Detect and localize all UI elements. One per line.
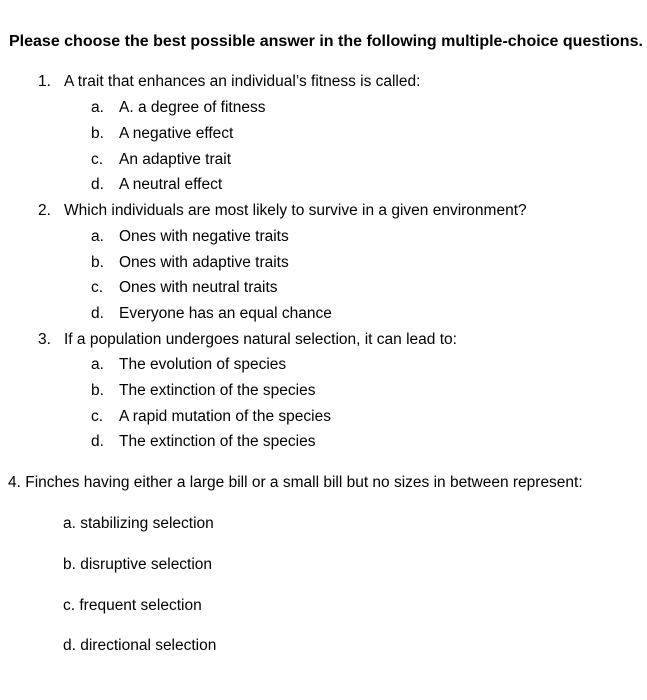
option-4b [63,555,212,575]
option-text: c. frequent selection [63,597,202,614]
option-letter: d. [91,305,104,322]
option-1a [91,98,265,118]
page-heading: Please choose the best possible answer in the following multiple-choice questions. [9,33,643,50]
question-1 [38,72,420,92]
option-text: Ones with adaptive traits [119,254,289,271]
question-number: 2. [38,202,51,219]
option-text: A rapid mutation of the species [119,408,331,425]
option-3b [91,381,315,401]
option-text: A negative effect [119,125,234,142]
option-letter: d. [91,176,104,193]
question-4 [8,473,583,493]
option-3a [91,355,286,375]
option-4c [63,596,202,616]
option-letter: b. [91,254,104,271]
question-2 [38,201,527,221]
option-text: a. stabilizing selection [63,515,214,532]
option-4d [63,636,216,656]
option-letter: c. [91,279,104,296]
option-text: Ones with negative traits [119,228,289,245]
question-text: A trait that enhances an individual’s fitness is called: [64,73,421,90]
option-3d [91,432,315,452]
option-letter: c. [91,151,104,168]
option-text: The extinction of the species [119,382,316,399]
option-text: Ones with neutral traits [119,279,278,296]
option-1d [91,175,222,195]
option-text: An adaptive trait [119,151,232,168]
question-number: 3. [38,331,51,348]
question-text: 4. Finches having either a large bill or a small bill but no sizes in between represent: [8,474,583,491]
option-letter: b. [91,382,104,399]
option-2d [91,304,332,324]
question-text: If a population undergoes natural selection, it can lead to: [64,331,457,348]
question-number: 1. [38,73,51,90]
option-text: Everyone has an equal chance [119,305,332,322]
option-letter: d. [91,433,104,450]
option-text: A neutral effect [119,176,223,193]
question-3 [38,330,457,350]
option-2a [91,227,289,247]
option-letter: c. [91,408,104,425]
option-text: d. directional selection [63,637,217,654]
option-letter: a. [91,99,104,116]
option-2b [91,253,289,273]
option-letter: a. [91,356,104,373]
option-text: b. disruptive selection [63,556,213,573]
option-1b [91,124,233,144]
option-3c [91,407,331,427]
option-4a [63,514,214,534]
option-letter: b. [91,125,104,142]
option-text: A. a degree of fitness [119,99,266,116]
option-1c [91,150,231,170]
option-2c [91,278,278,298]
option-text: The evolution of species [119,356,287,373]
option-letter: a. [91,228,104,245]
option-text: The extinction of the species [119,433,316,450]
question-text: Which individuals are most likely to survive in a given environment? [64,202,527,219]
